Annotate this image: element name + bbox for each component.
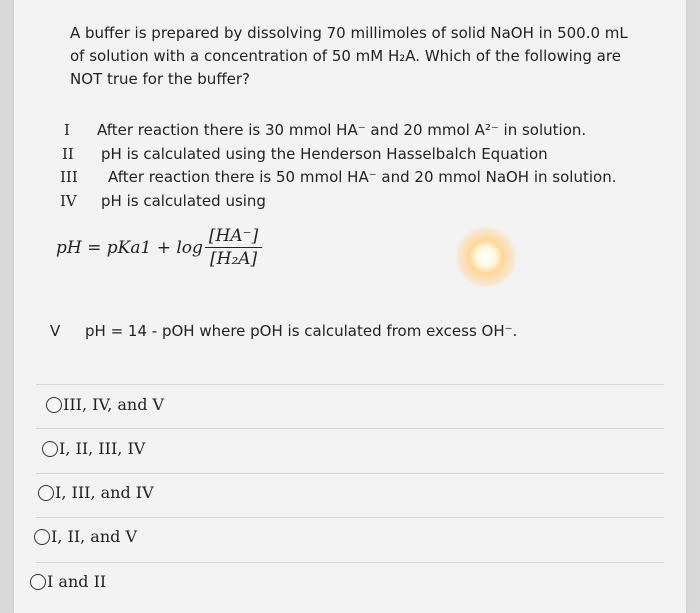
option-label: I, II, and V [51,527,138,546]
question-line-3: NOT true for the buffer? [70,70,251,88]
question-line-2: of solution with a concentration of 50 mM H₂A. Which of the following are [70,47,621,65]
divider [36,473,664,474]
light-glare [455,226,517,288]
question-line-1: A buffer is prepared by dissolving 70 millimoles of solid NaOH in 500.0 mL [70,24,628,42]
radio-button[interactable] [38,485,54,501]
divider [36,517,664,518]
statement-numeral-2: II [62,145,74,163]
question-card [14,0,686,613]
radio-button[interactable] [46,397,62,413]
statement-numeral-4: IV [60,192,77,210]
statement-1: After reaction there is 30 mmol HA⁻ and 20 mmol A²⁻ in solution. [97,121,587,139]
option-label: I, III, and IV [55,483,154,502]
formula-denominator: [H₂A] [209,249,258,269]
statement-numeral-5: V [50,322,61,340]
formula-fraction [205,226,262,269]
option-5[interactable] [30,572,106,591]
statement-4: pH is calculated using [101,192,266,210]
option-3[interactable] [38,483,154,502]
radio-button[interactable] [30,574,46,590]
option-label: I, II, III, IV [59,439,146,458]
option-1[interactable] [46,395,164,414]
option-label: III, IV, and V [63,395,165,414]
formula-numerator: [HA⁻] [205,226,262,248]
option-2[interactable] [42,439,145,458]
henderson-hasselbalch-formula [56,226,262,269]
formula-lhs: pH = pKa1 + log [56,237,203,258]
statement-5: pH = 14 - pOH where pOH is calculated from excess OH⁻. [85,322,518,340]
divider [36,562,664,563]
divider [36,384,664,385]
option-label: I and II [47,572,107,591]
statement-numeral-1: I [64,121,70,139]
option-4[interactable] [34,527,137,546]
statement-3: After reaction there is 50 mmol HA⁻ and 20 mmol NaOH in solution. [108,168,617,186]
radio-button[interactable] [42,441,58,457]
statement-numeral-3: III [60,168,78,186]
divider [36,428,664,429]
question-text [70,22,650,91]
radio-button[interactable] [34,529,50,545]
statement-2: pH is calculated using the Henderson Hasselbalch Equation [101,145,548,163]
